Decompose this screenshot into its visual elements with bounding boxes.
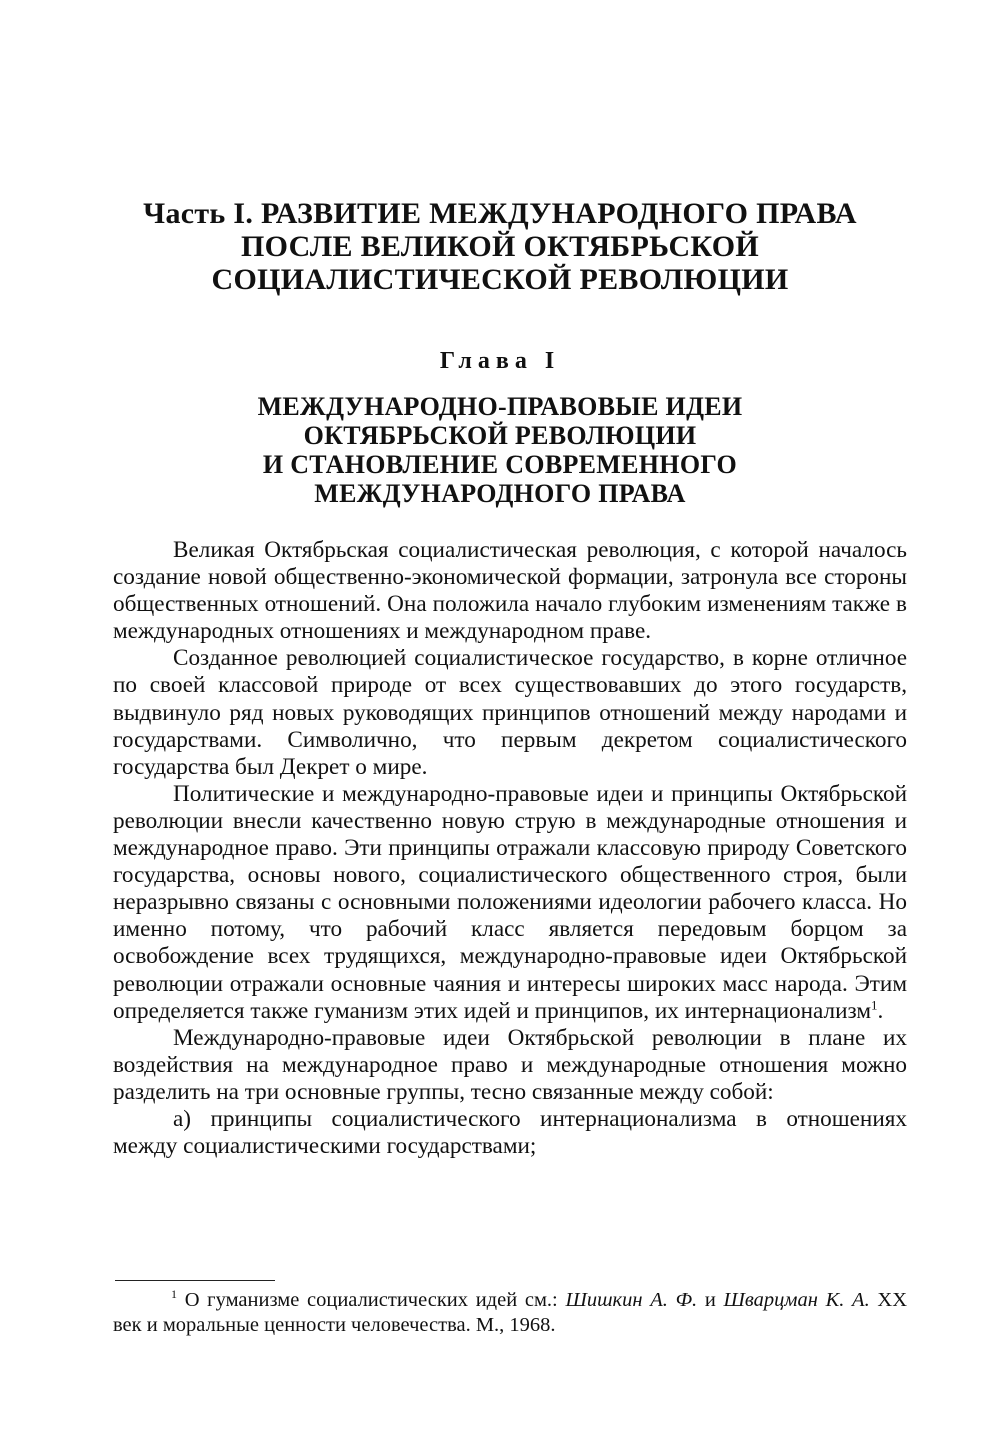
paragraph-5: а) принципы социалистического интернационализма в отношениях между социалистическими государствами; [113, 1105, 907, 1160]
footnote-mark: 1 [171, 1287, 177, 1302]
footnote-text-after: XX век и моральные ценности человечества. М., 1968. [113, 1289, 907, 1336]
footnote-author-2: Шварцман К. А. [723, 1289, 870, 1311]
body-text [113, 537, 907, 1160]
footnote-author-1: Шишкин А. Ф. [565, 1289, 698, 1311]
part-prefix: Часть I. [143, 197, 254, 230]
footnote [113, 1288, 907, 1338]
paragraph-3 [113, 781, 907, 1025]
chapter-title-line-1: МЕЖДУНАРОДНО-ПРАВОВЫЕ ИДЕИ [257, 392, 743, 421]
chapter-title-line-3: И СТАНОВЛЕНИЕ СОВРЕМЕННОГО [262, 450, 738, 479]
paragraph-2: Созданное революцией социалистическое государство, в корне отличное по своей классовой природе от всех существовавших до этого государств, выдвинуло ряд новых руководящих принципов отношений между народами и государствами. Символично, что первым декретом социалистического государства был Декрет о мире. [113, 645, 907, 780]
chapter-title-line-4: МЕЖДУНАРОДНОГО ПРАВА [314, 479, 686, 508]
part-title-line-1 [100, 197, 900, 230]
paragraph-1: Великая Октябрьская социалистическая революция, с которой началось создание новой общественно-экономической формации, затронула все стороны общественных отношений. Она положила начало глубоким изменениям также в международных отношениях и международном праве. [113, 537, 907, 645]
chapter-title [120, 392, 880, 508]
chapter-title-line-2: ОКТЯБРЬСКОЙ РЕВОЛЮЦИИ [303, 421, 697, 450]
paragraph-4: Международно-правовые идеи Октябрьской революции в плане их воздействия на международное право и международные отношения можно разделить на три основные группы, тесно связанные между собой: [113, 1024, 907, 1105]
part-title-line-3: СОЦИАЛИСТИЧЕСКОЙ РЕВОЛЮЦИИ [211, 263, 789, 296]
part-title [100, 197, 900, 296]
footnote-reference[interactable]: 1 [871, 996, 878, 1012]
paragraph-3-text: Политические и международно-правовые идеи и принципы Октябрьской революции внесли качественно новую струю в международные отношения и международное право. Эти принципы отражали классовую природу Советского государства, основы нового, социалистического общественного строя, были неразрывно связаны с основными положениями идеологии рабочего класса. Но именно потому, что рабочий класс является передовым борцом за освобождение всех трудящихся, международно-правовые идеи Октябрьской революции отражали основные чаяния и интересы широких масс народа. Этим определяется также гуманизм этих идей и принципов, их интернационализм [113, 780, 907, 1024]
footnote-divider [115, 1280, 275, 1281]
paragraph-3-end: . [877, 997, 884, 1024]
footnote-conjunction: и [704, 1289, 716, 1311]
chapter-label: Глава I [439, 348, 561, 374]
footnote-text-before: О гуманизме социалистических идей см.: [184, 1289, 558, 1311]
part-title-line-2: ПОСЛЕ ВЕЛИКОЙ ОКТЯБРЬСКОЙ [240, 230, 759, 263]
part-title-text-1: РАЗВИТИЕ МЕЖДУНАРОДНОГО ПРАВА [260, 197, 857, 230]
